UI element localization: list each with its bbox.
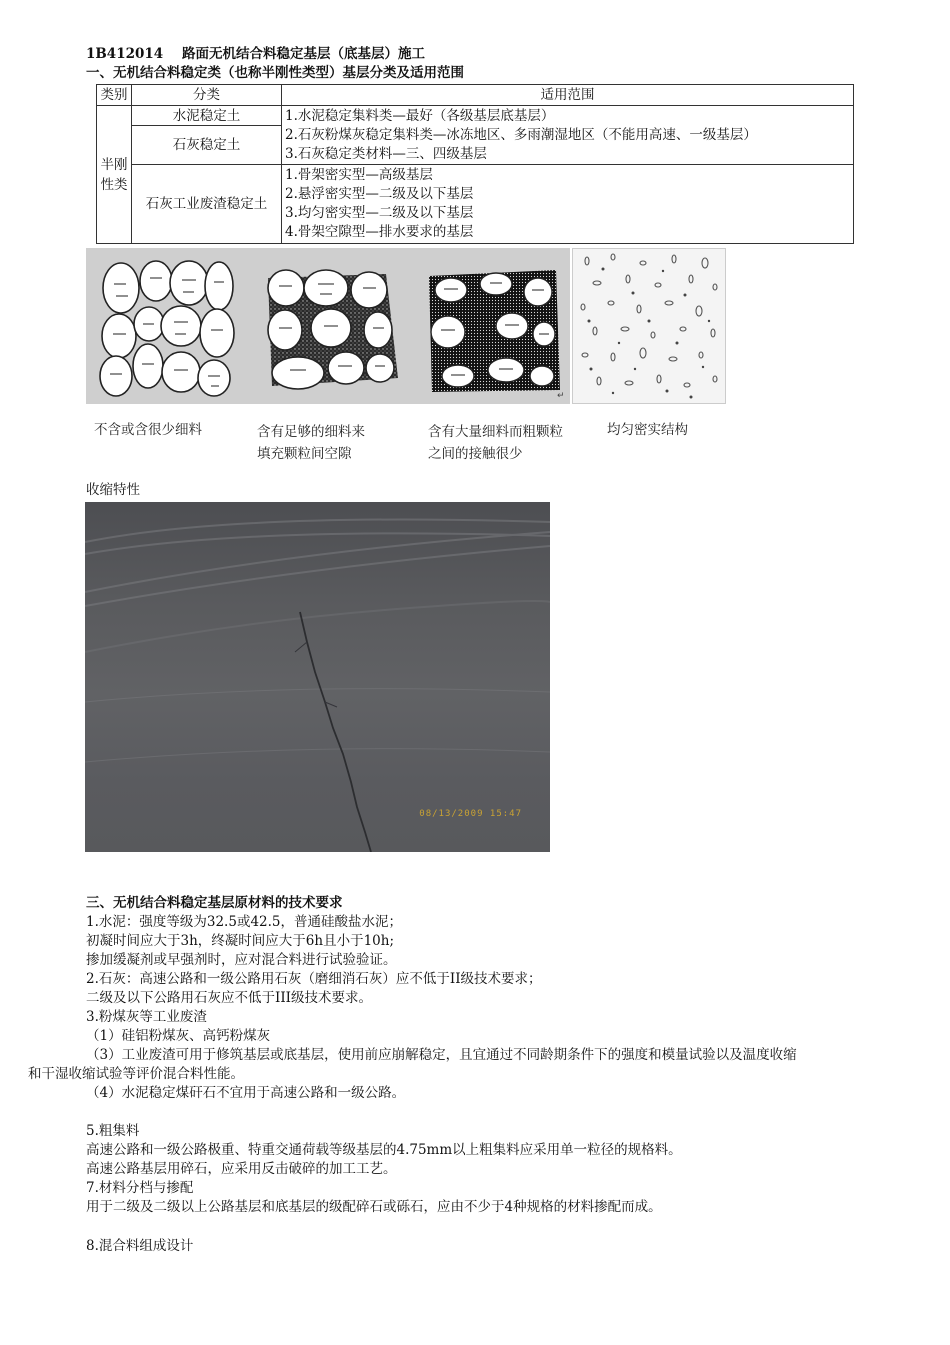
- diagram-caption-3: [428, 421, 563, 465]
- diagram-caption-4: [607, 419, 688, 441]
- table-header-row: [97, 85, 854, 106]
- header-scope: 适用范围: [282, 85, 854, 106]
- category-line: 半刚: [100, 156, 128, 173]
- scope-line: 3.均匀密实型—二级及以下基层: [285, 205, 474, 221]
- section3-title: 三、无机结合料稳定基层原材料的技术要求: [86, 895, 343, 911]
- section3-line: 1.水泥：强度等级为32.5或42.5，普通硅酸盐水泥；: [86, 914, 402, 930]
- type-lime-waste: 石灰工业废渣稳定土: [132, 165, 282, 244]
- table-row: [97, 165, 854, 244]
- svg-text:↵: ↵: [557, 391, 565, 401]
- section3-line: 初凝时间应大于3h，终凝时间应大于6h且小于10h;: [86, 933, 394, 949]
- type-cement: 水泥稳定土: [132, 106, 282, 126]
- scope-lower: [282, 165, 854, 244]
- structure-diagrams: [86, 248, 570, 404]
- diagram-skeleton-void: [100, 261, 234, 396]
- caption-line: 填充颗粒间空隙: [257, 446, 352, 462]
- caption-line: 之间的接触很少: [428, 446, 523, 462]
- shrinkage-label: 收缩特性: [86, 482, 140, 498]
- item7-title: 7.材料分档与掺配: [86, 1180, 194, 1196]
- section3-line: 二级及以下公路用石灰应不低于III级技术要求。: [86, 990, 372, 1006]
- structure-diagram-svg: [86, 248, 570, 404]
- crack-photo-svg: [85, 502, 550, 852]
- item8-title: 8.混合料组成设计: [86, 1238, 194, 1254]
- document-heading: [86, 45, 425, 64]
- diagram-caption-2: [257, 421, 365, 465]
- type-lime: 石灰稳定土: [132, 126, 282, 165]
- scope-line: 1.水泥稳定集料类—最好（各级基层底基层）: [285, 108, 555, 124]
- header-type: 分类: [132, 85, 282, 106]
- scope-line: 1.骨架密实型—高级基层: [285, 167, 433, 183]
- item7-line: 用于二级及二级以上公路基层和底基层的级配碎石或砾石，应由不少于4种规格的材料掺配而成。: [86, 1199, 662, 1215]
- scope-line: 4.骨架空隙型—排水要求的基层: [285, 224, 474, 240]
- crack-photo: [85, 502, 550, 852]
- diagram-suspended-dense: [429, 270, 565, 401]
- diagram-caption-1: [94, 419, 202, 441]
- section3-line: （1）硅铝粉煤灰、高钙粉煤灰: [86, 1028, 271, 1044]
- scope-line: 2.石灰粉煤灰稳定集料类—冰冻地区、多雨潮湿地区（不能用高速、一级基层）: [285, 127, 757, 143]
- section3-line: （4）水泥稳定煤矸石不宜用于高速公路和一级公路。: [86, 1085, 406, 1101]
- caption-line: 不含或含很少细料: [94, 422, 202, 438]
- item5-line: 高速公路和一级公路极重、特重交通荷载等级基层的4.75mm以上粗集料应采用单一粒径的规格料。: [86, 1142, 682, 1158]
- diagram-uniform-dense: [572, 248, 726, 404]
- header-category: 类别: [97, 85, 132, 106]
- table-row: [97, 106, 854, 126]
- uniform-dense-svg: [573, 249, 725, 403]
- section3-line: 2.石灰：高速公路和一级公路用石灰（磨细消石灰）应不低于II级技术要求；: [86, 971, 542, 987]
- scope-line: 3.石灰稳定类材料—三、四级基层: [285, 146, 487, 162]
- caption-line: 均匀密实结构: [607, 422, 688, 438]
- caption-line: 含有足够的细料来: [257, 424, 365, 440]
- crack-line: [300, 612, 371, 852]
- caption-line: 含有大量细料而粗颗粒: [428, 424, 563, 440]
- scope-line: 2.悬浮密实型—二级及以下基层: [285, 186, 474, 202]
- photo-timestamp: 08/13/2009 15:47: [419, 809, 522, 819]
- classification-table: [96, 84, 854, 244]
- item5-line: 高速公路基层用碎石，应采用反击破碎的加工工艺。: [86, 1161, 397, 1177]
- section3-line: 和干湿收缩试验等评价混合料性能。: [28, 1066, 244, 1082]
- category-line: 性类: [100, 176, 128, 193]
- scope-upper: [282, 106, 854, 165]
- section3-line: 3.粉煤灰等工业废渣: [86, 1009, 207, 1025]
- section3-line: （3）工业废渣可用于修筑基层或底基层，使用前应崩解稳定，且宜通过不同龄期条件下的强度和模量试验以及温度收缩: [86, 1047, 797, 1063]
- section3-line: 掺加缓凝剂或早强剂时，应对混合料进行试验验证。: [86, 952, 397, 968]
- heading-title: 路面无机结合料稳定基层（底基层）施工: [181, 46, 425, 62]
- item5-title: 5.粗集料: [86, 1123, 140, 1139]
- category-cell: [97, 106, 132, 244]
- section1-title: 一、无机结合料稳定类（也称半刚性类型）基层分类及适用范围: [86, 65, 464, 81]
- diagram-skeleton-dense: [268, 270, 398, 389]
- heading-code: 1B412014: [86, 46, 164, 62]
